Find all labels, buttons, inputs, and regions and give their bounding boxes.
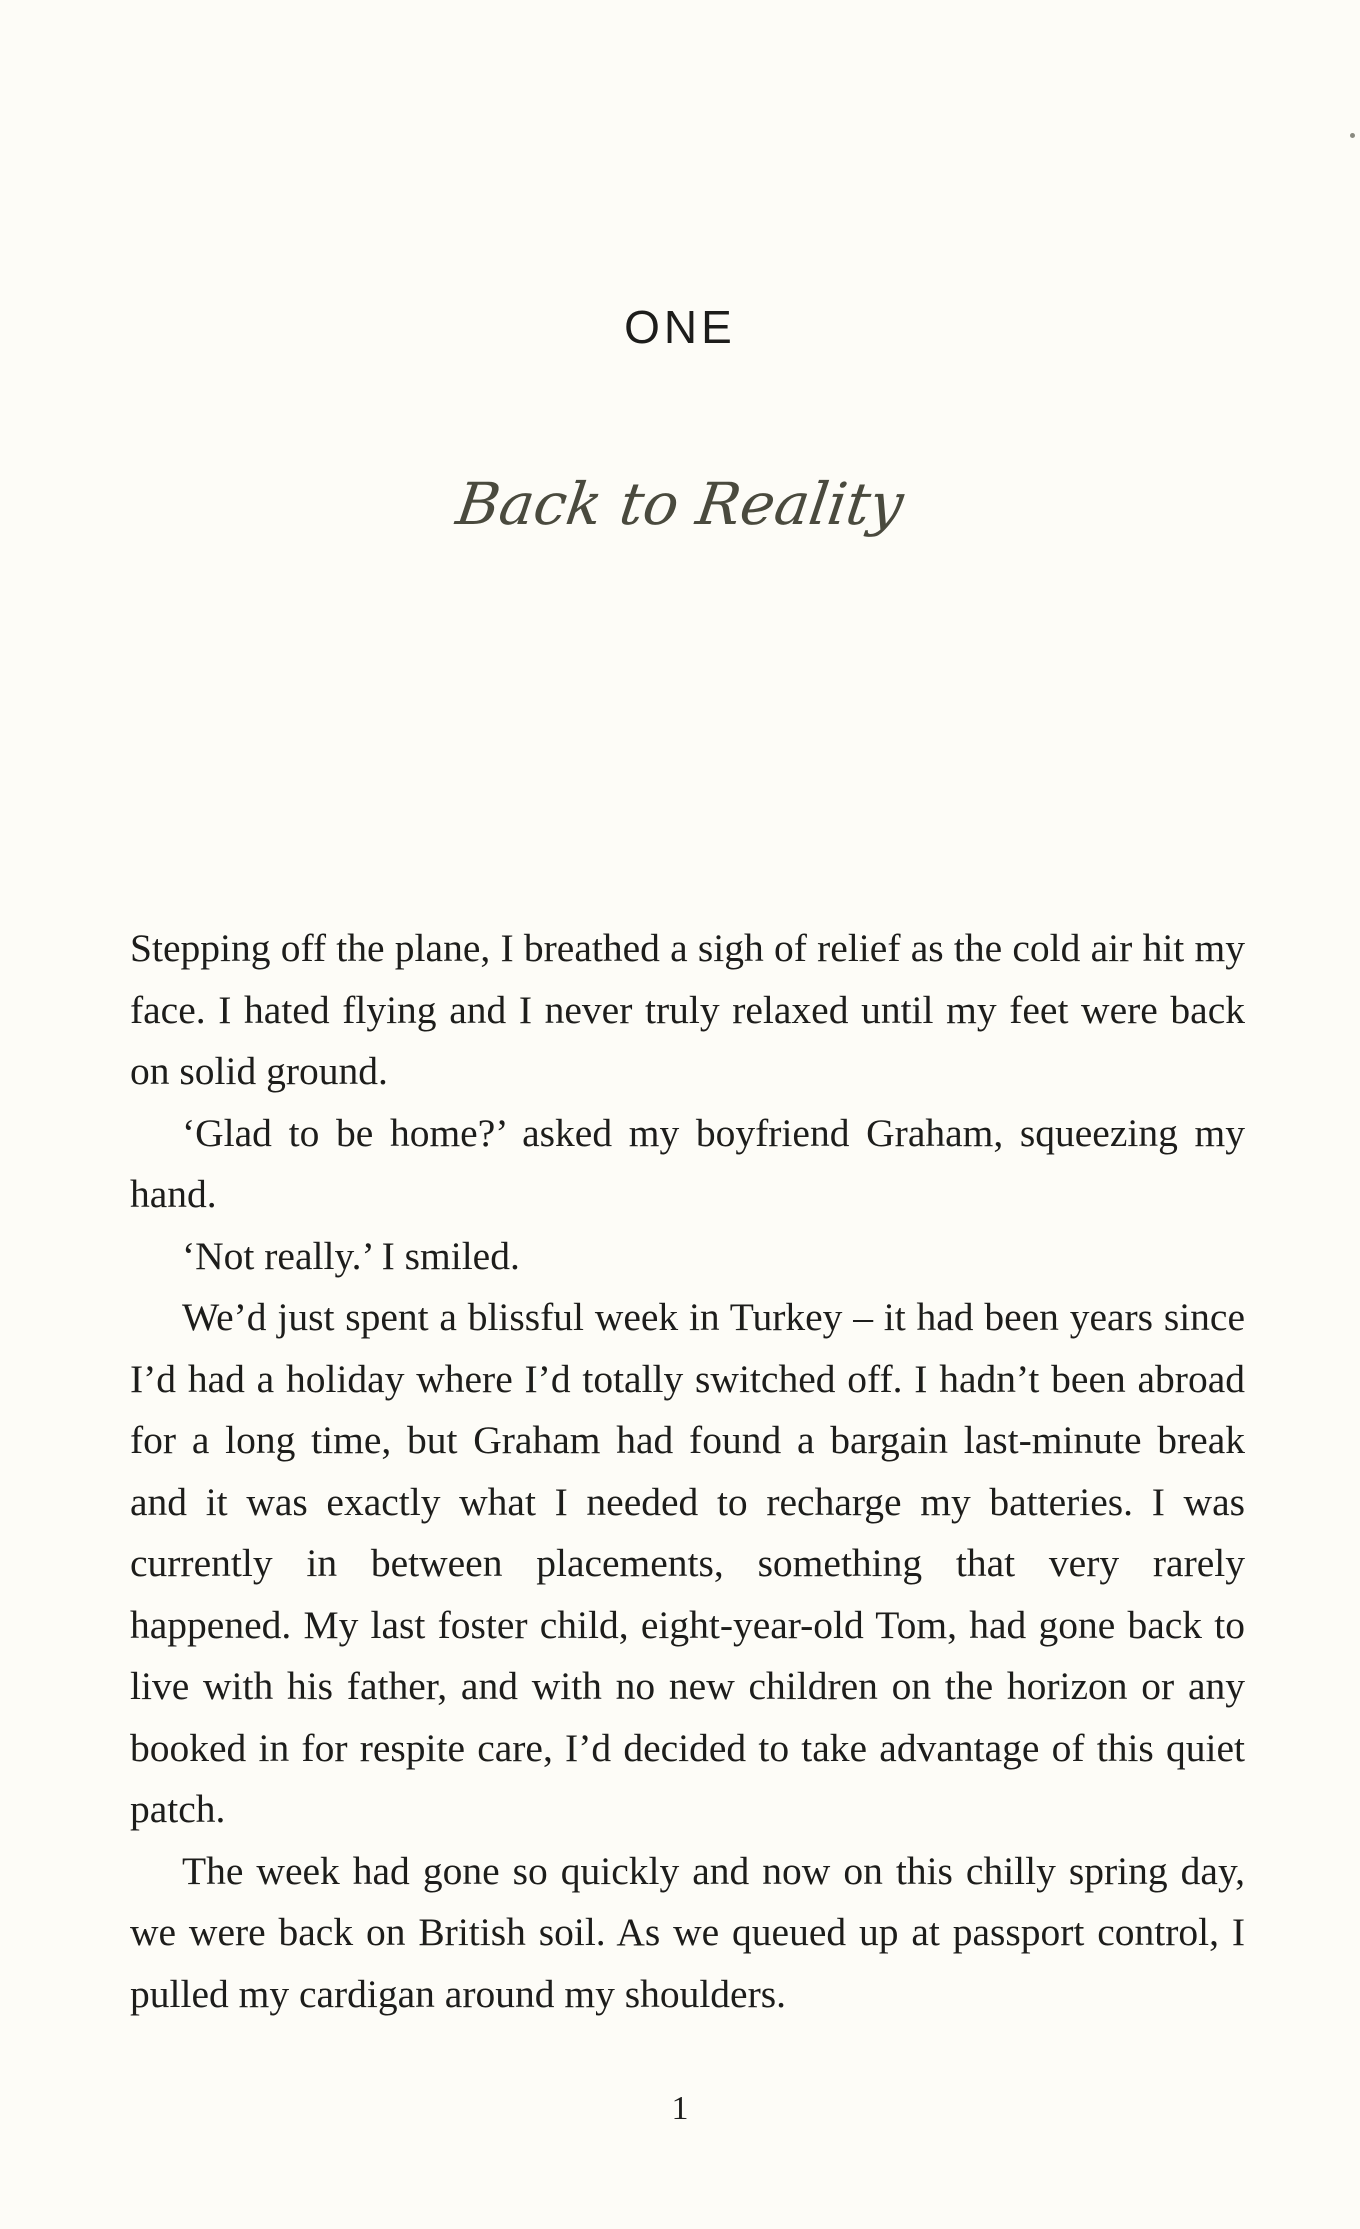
paragraph: ‘Glad to be home?’ asked my boyfriend Graham, squeezing my hand.	[130, 1110, 1245, 1216]
page-number: 1	[671, 2090, 689, 2127]
paragraph: ‘Not really.’ I smiled.	[182, 1233, 520, 1278]
paragraph: The week had gone so quickly and now on this chilly spring day, we were back on British soil. As we queued up at passport control, I pulled my cardigan around my shoulders.	[130, 1848, 1245, 2016]
paper-speck	[1350, 133, 1355, 138]
paragraph: Stepping off the plane, I breathed a sigh of relief as the cold air hit my face. I hated flying and I never truly relaxed until my feet were back on solid ground.	[130, 926, 1245, 1093]
chapter-title: Back to Reality	[452, 470, 908, 538]
chapter-number: ONE	[624, 301, 736, 353]
body-text	[130, 918, 1245, 2025]
paragraph: We’d just spent a blissful week in Turkey – it had been years since I’d had a holiday where I’d totally switched off. I hadn’t been abroad for a long time, but Graham had found a bargain last-minute break and it was exactly what I needed to recharge my batteries. I was currently in between placements, something that very rarely happened. My last foster child, eight-year-old Tom, had gone back to live with his father, and with no new children on the horizon or any booked in for respite care, I’d decided to take advantage of this quiet patch.	[130, 1295, 1245, 1831]
